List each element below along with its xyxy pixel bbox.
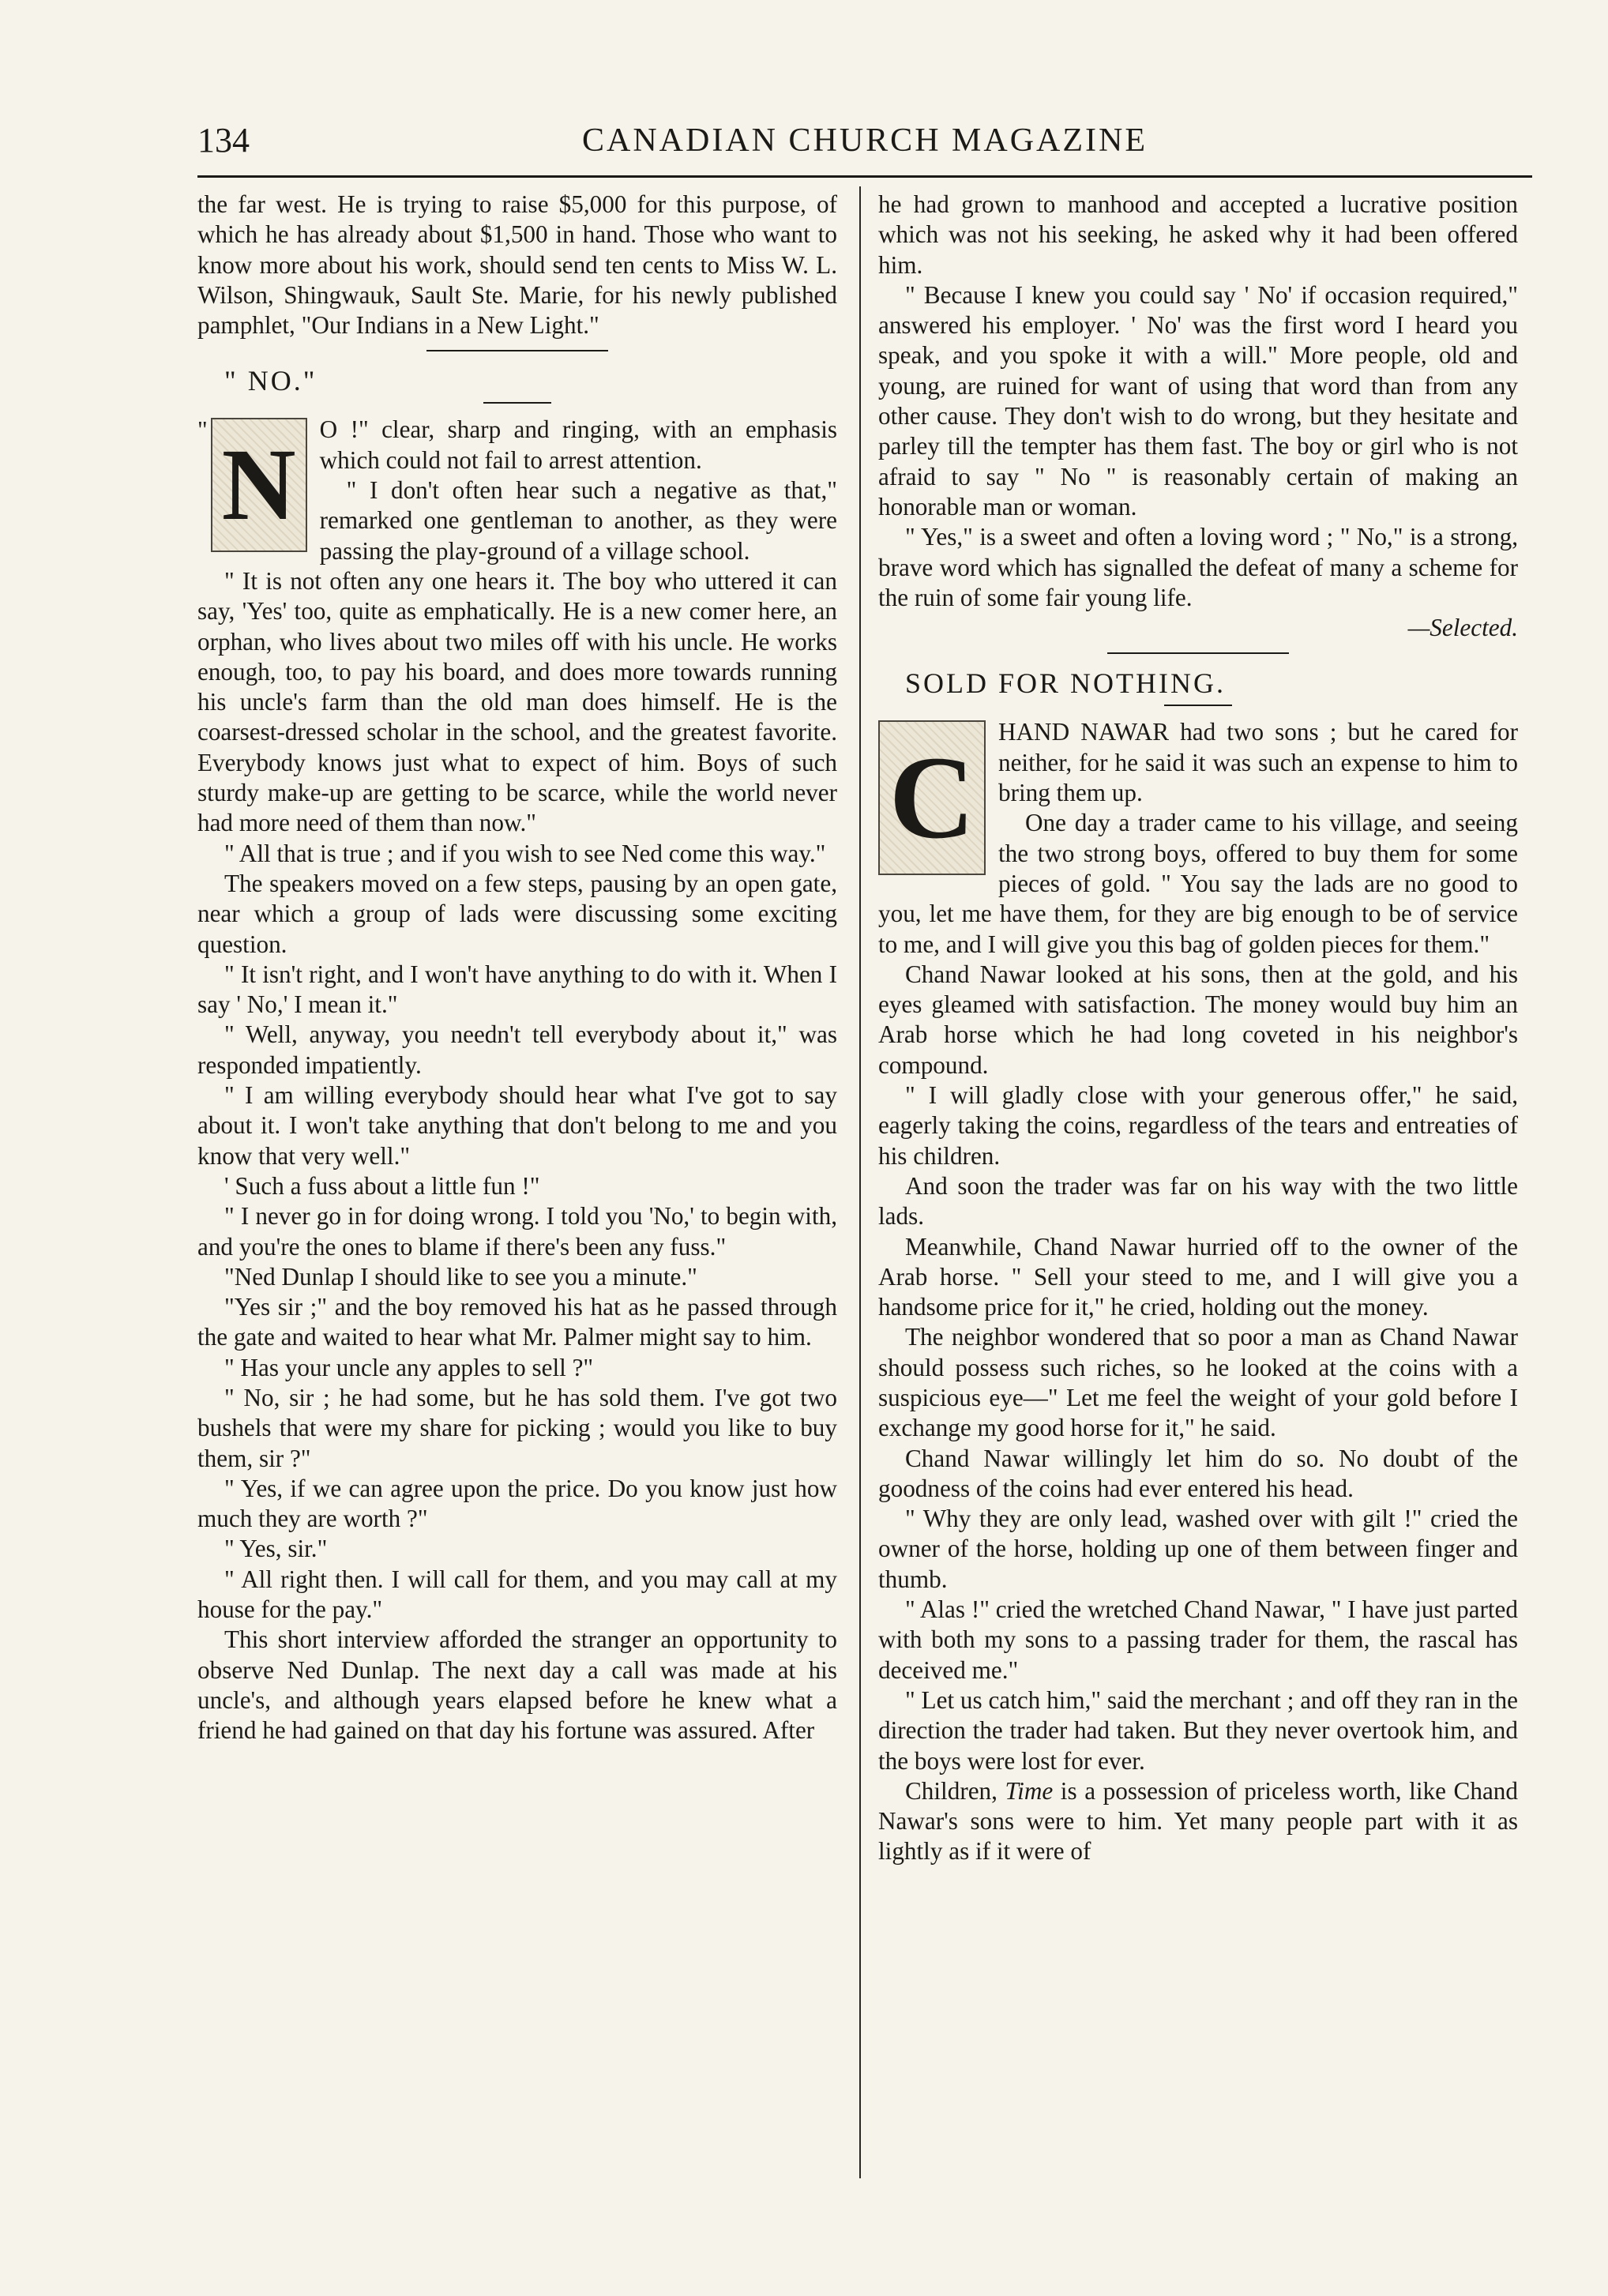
section-rule-2 [1107,652,1289,654]
paragraph: " It isn't right, and I won't have anything to do with it. When I say ' No,' I mean it." [197,960,837,1019]
paragraph: " It is not often any one hears it. The boy who uttered it can say, 'Yes' too, quite as emphatically. He is a new comer here, an orphan, who lives about two miles off with his uncle. He works enough, too, to pay his board, and does more towards running his uncle's farm than the old man does himself. He is the coarsest-dressed scholar in the school, and the greatest favorite. Everybody knows just what to expect of him. Boys of such sturdy make-up are getting to be scarce, while the world never had more need of them than now." [197,566,837,837]
paragraph: " Let us catch him," said the merchant ; and off they ran in the direction the trader had taken. But they never overtook him, and the boys were lost for ever. [878,1685,1518,1775]
page-header [197,118,1532,163]
header-rule [197,175,1532,178]
paragraph: " All that is true ; and if you wish to see Ned come this way." [224,839,826,867]
paragraph: This short interview afforded the stranger an opportunity to observe Ned Dunlap. The next day a call was made at his uncle's, and although years elapsed before he knew what a friend he had gained on that day his fortune was assured. After [197,1625,837,1745]
column-divider [859,186,861,2178]
paragraph: " I will gladly close with your generous offer," he said, eagerly taking the coins, regardless of the tears and entreaties of his children. [878,1081,1518,1170]
right-paragraphs-a [878,280,1518,613]
paragraph: " Because I knew you could say ' No' if occasion required," answered his employer. ' No' was the first word I heard you speak, and you spoke it with a will." More people, old and young, are ruined for want of using that word than from any other cause. They don't wish to do wrong, but they hesitate and parley till the tempter has them fast. The boy or girl who is not afraid to say " No " is reasonably certain of making an honorable man or woman. [878,280,1518,520]
paragraph: " Why they are only lead, washed over with gilt !" cried the owner of the horse, holding up one of them between finger and thumb. [878,1505,1518,1593]
opening-quote: " [197,415,208,444]
article-title-no: " NO." [224,365,317,397]
dropcap-c: C [878,720,986,875]
intro-paragraph: the far west. He is trying to raise $5,000 for this purpose, of which he has already about $1,500 in hand. Those who want to know more about his work, should send ten cents to Miss W. L. Wilson, Shingwauk, Sault Ste. Marie, for his newly published pamphlet, "Our Indians in a New Light." [197,190,837,340]
paragraph: " Has your uncle any apples to sell ?" [224,1353,594,1381]
paragraph: " Alas !" cried the wretched Chand Nawar, " I have just parted with both my sons to a passing trader for them, the rascal has deceived me." [878,1595,1518,1684]
final-paragraph: Children, Time is a possession of priceless worth, like Chand Nawar's sons were to him. Yet many people part with it as lightly as if it were of [878,1776,1518,1866]
title-rule-2 [1164,705,1232,706]
left-paragraphs [197,475,837,1745]
paragraph: "Yes sir ;" and the boy removed his hat as he passed through the gate and waited to hear what Mr. Palmer might say to him. [197,1293,837,1351]
paragraph: " Well, anyway, you needn't tell everybody about it," was responded impatiently. [197,1020,837,1079]
paragraph: "Ned Dunlap I should like to see you a minute." [224,1262,697,1291]
paragraph: The speakers moved on a few steps, pausing by an open gate, near which a group of lads were discussing some exciting question. [197,869,837,958]
first-paragraph: O !" clear, sharp and ringing, with an emphasis which could not fail to arrest attention. [319,415,837,474]
right-paragraphs-b [878,808,1518,1776]
paragraph: One day a trader came to his village, and seeing the two strong boys, offered to buy them for some pieces of gold. " You say the lads are no good to you, let me have them, for they are big enough to be of service to me, and I will give you this bag of golden pieces for them." [878,809,1518,958]
page-number: 134 [197,121,250,160]
selected-tag: —Selected. [1407,614,1518,642]
running-head: CANADIAN CHURCH MAGAZINE [582,122,1148,159]
left-column [197,190,837,1746]
paragraph: Meanwhile, Chand Nawar hurried off to the owner of the Arab horse. " Sell your steed to me, and I will give you a handsome price for it," he cried, holding out the money. [878,1232,1518,1321]
first-paragraph-sold: HAND NAWAR had two sons ; but he cared for neither, for he said it was such an expense to him to bring them up. [998,718,1518,807]
dropcap-n: N [211,418,307,552]
paragraph: And soon the trader was far on his way with the two little lads. [878,1171,1518,1231]
article-title-sold: SOLD FOR NOTHING. [905,667,1227,700]
title-rule [483,402,551,404]
paragraph: Chand Nawar looked at his sons, then at the gold, and his eyes gleamed with satisfaction. The money would buy him an Arab horse which he had long coveted in his neighbor's compound. [878,960,1518,1079]
sold-opening [878,717,1518,864]
continuation-paragraph: he had grown to manhood and accepted a lucrative position which was not his seeking, he asked why it had been offered him. [878,190,1518,279]
right-column [878,190,1518,1867]
paragraph: " I don't often hear such a negative as that," remarked one gentleman to another, as they were passing the play-ground of a village school. [319,476,837,565]
paragraph: The neighbor wondered that so poor a man as Chand Nawar should possess such riches, so he looked at the coins with a suspicious eye—" Let me feel the weight of your gold before I exchange my good horse for it," he said. [878,1323,1518,1442]
paragraph: " Yes, if we can agree upon the price. Do you know just how much they are worth ?" [197,1474,837,1533]
paragraph: " I am willing everybody should hear what I've got to say about it. I won't take anything that don't belong to me and you know that very well." [197,1081,837,1170]
section-rule [426,350,608,351]
paragraph: " All right then. I will call for them, and you may call at my house for the pay." [197,1565,837,1624]
paragraph: Chand Nawar willingly let him do so. No doubt of the goodness of the coins had ever entered his head. [878,1444,1518,1502]
paragraph: " No, sir ; he had some, but he has sold them. I've got two bushels that were my share for picking ; would you like to buy them, sir ?" [197,1383,837,1472]
paragraph: " I never go in for doing wrong. I told you 'No,' to begin with, and you're the ones to blame if there's been any fuss." [197,1202,837,1261]
paragraph: " Yes, sir." [224,1535,328,1563]
paragraph: " Yes," is a sweet and often a loving word ; " No," is a strong, brave word which has signalled the defeat of many a scheme for the ruin of some fair young life. [878,523,1518,611]
paragraph: ' Such a fuss about a little fun !" [224,1171,540,1200]
